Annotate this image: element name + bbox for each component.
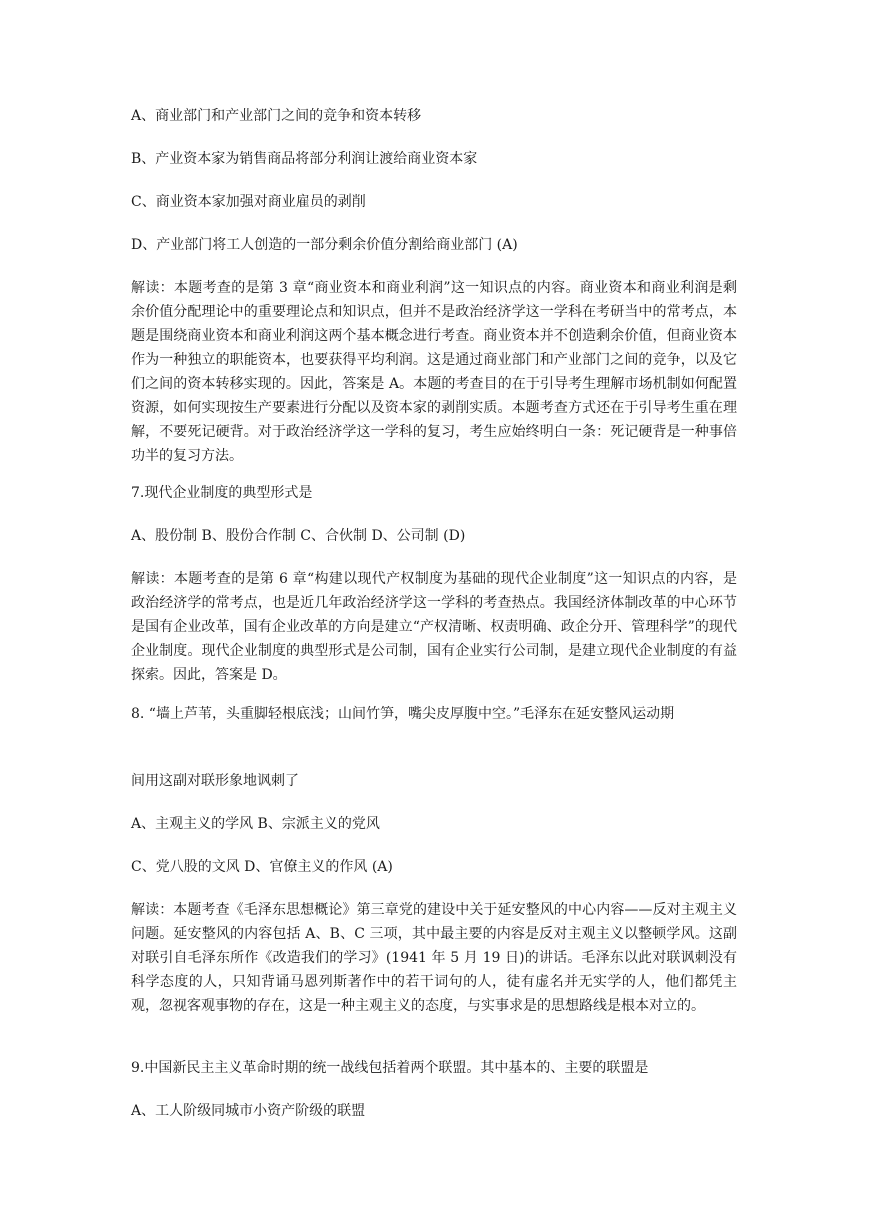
question-8-options-ab: A、主观主义的学风 B、宗派主义的党风 bbox=[131, 816, 380, 832]
question-8: 8. “墙上芦苇，头重脚轻根底浅；山间竹笋，嘴尖皮厚腹中空。”毛泽东在延安整风运动期 bbox=[131, 706, 675, 722]
question-9-option-a: A、工人阶级同城市小资产阶级的联盟 bbox=[131, 1103, 366, 1119]
option-c-text: C、商业资本家加强对商业雇员的剥削 bbox=[131, 194, 366, 210]
option-d-text: D、产业部门将工人创造的一部分剩余价值分割给商业部门 (A) bbox=[131, 237, 518, 253]
option-b-text: B、产业资本家为销售商品将部分利润让渡给商业资本家 bbox=[131, 151, 478, 167]
question-7: 7.现代企业制度的典型形式是 bbox=[131, 485, 313, 501]
explanation-6: 解读：本题考查的是第 3 章“商业资本和商业利润”这一知识点的内容。商业资本和商业利润是剩余价值分配理论中的重要理论点和知识点，但并不是政治经济学这一学科在考研当中的常考点，本题是围绕商业资本和商业利润这两个基本概念进行考查。商业资本并不创造剩余价值，但商业资本作为一种独立的职能资本，也要获得平均利润。这是通过商业部门和产业部门之间的竞争，以及它们之间的资本转移实现的。因此，答案是 A。本题的考查目的在于引导考生理解市场机制如何配置资源，如何实现按生产要素进行分配以及资本家的剥削实质。本题考查方式还在于引导考生重在理解，不要死记硬背。对于政治经济学这一学科的复习，考生应始终明白一条：死记硬背是一种事倍功半的复习方法。 bbox=[131, 280, 737, 464]
question-8-options-cd: C、党八股的文风 D、官僚主义的作风 (A) bbox=[131, 859, 393, 875]
explanation-8: 解读：本题考查《毛泽东思想概论》第三章党的建设中关于延安整风的中心内容——反对主观主义问题。延安整风的内容包括 A、B、C 三项，其中最主要的内容是反对主观主义以整顿学风。这副对联引自毛泽东所作《改造我们的学习》(1941 年 5 月 19 日)的讲话。毛泽东以此对联讽刺没有科学态度的人，只知背诵马恩列斯著作中的若干词句的人，徒有虚名并无实学的人，他们都凭主观，忽视客观事物的存在，这是一种主观主义的态度，与实事求是的思想路线是根本对立的。 bbox=[131, 902, 737, 1014]
explanation-7: 解读：本题考查的是第 6 章“构建以现代产权制度为基础的现代企业制度”这一知识点的内容，是政治经济学的常考点，也是近几年政治经济学这一学科的考查热点。我国经济体制改革的中心环节是国有企业改革，国有企业改革的方向是建立“产权清晰、权责明确、政企分开、管理科学”的现代企业制度。现代企业制度的典型形式是公司制，国有企业实行公司制，是建立现代企业制度的有益探索。因此，答案是 D。 bbox=[131, 571, 737, 683]
question-9: 9.中国新民主主义革命时期的统一战线包括着两个联盟。其中基本的、主要的联盟是 bbox=[131, 1060, 649, 1076]
option-a-text: A、商业部门和产业部门之间的竞争和资本转移 bbox=[131, 108, 422, 124]
question-8-continued: 间用这副对联形象地讽刺了 bbox=[131, 773, 299, 789]
question-7-options: A、股份制 B、股份合作制 C、合伙制 D、公司制 (D) bbox=[131, 528, 466, 544]
